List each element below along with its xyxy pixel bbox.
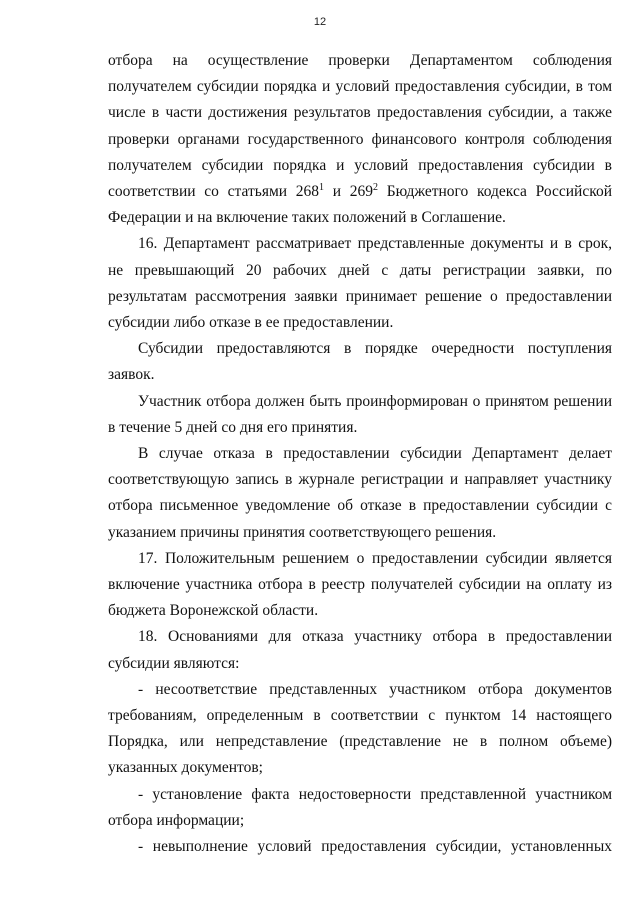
list-item-noncompliance: - несоответствие представленных участником отбора документов требованиям, определенным в соответствии с пунктом 14 настоящего Порядка, или непредставление (представление не в полном объеме) указанных документов; bbox=[108, 680, 612, 777]
paragraph-notification: Участник отбора должен быть проинформирован о принятом решении в течение 5 дней со дня его принятия. bbox=[108, 392, 612, 436]
list-item-conditions: - невыполнение условий предоставления субсидии, установленных bbox=[138, 838, 612, 856]
list-item-false-info: - установление факта недостоверности представленной участником отбора информации; bbox=[108, 785, 612, 829]
paragraph-verification-clause bbox=[108, 48, 612, 231]
paragraph-text: Бюджетного кодекса Российской Федерации и на включение таких положений в Соглашение. bbox=[108, 183, 613, 227]
paragraph-order: Субсидии предоставляются в порядке очередности поступления заявок. bbox=[108, 340, 612, 384]
paragraph-17: 17. Положительным решением о предоставлении субсидии является включение участника отбора в реестр получателей субсидии на оплату из бюджета Воронежской области. bbox=[108, 549, 612, 620]
paragraph-16: 16. Департамент рассматривает представленные документы и в срок, не превышающий 20 рабочих дней с даты регистрации заявки, по результатам рассмотрения заявки принимает решение о предоставлении субсидии либо отказе в ее предоставлении. bbox=[108, 235, 612, 332]
paragraph-refusal: В случае отказа в предоставлении субсидии Департамент делает соответствующую запись в журнале регистрации и направляет участнику отбора письменное уведомление об отказе в предоставлении субсидии с указанием причины принятия соответствующего решения. bbox=[108, 445, 612, 541]
superscript: 2 bbox=[373, 181, 379, 193]
paragraph-text: и 269 bbox=[324, 183, 374, 201]
document-body bbox=[108, 48, 612, 860]
page-number: 12 bbox=[313, 16, 327, 28]
superscript: 1 bbox=[319, 181, 325, 193]
paragraph-text: отбора на осуществление проверки Департаментом соблюдения получателем субсидии порядка и условий предоставления субсидии, в том числе в части достижения результатов предоставления субсидии, а также проверки органами государственного финансового контроля соблюдения получателем субсидии порядка и условий предоставления субсидии в соответствии со статьями 268 bbox=[108, 52, 612, 201]
paragraph-18: 18. Основаниями для отказа участнику отбора в предоставлении субсидии являются: bbox=[108, 628, 612, 672]
